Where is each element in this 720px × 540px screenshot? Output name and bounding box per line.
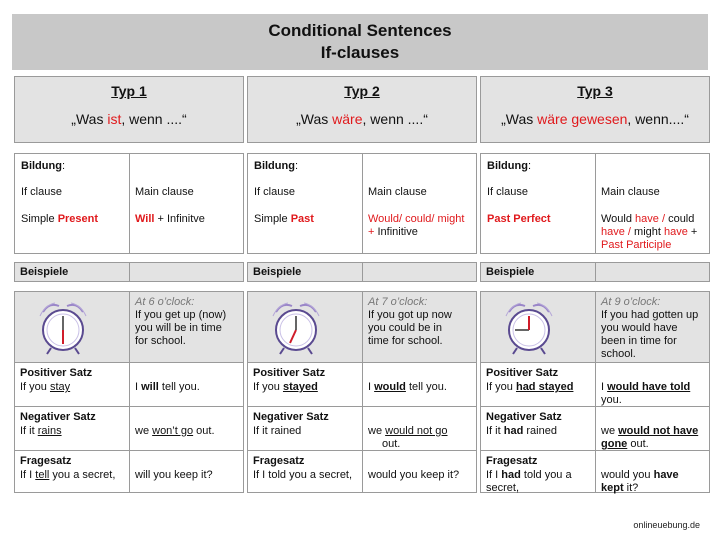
- page-title: Conditional Sentences: [268, 21, 452, 40]
- frage-label: Fragesatz: [486, 455, 538, 467]
- example-line-4: school.: [601, 348, 636, 360]
- frage-main: will you keep it?: [135, 469, 213, 481]
- if-clause-label: If clause: [254, 186, 295, 198]
- if-clause-tense: Simple Past: [254, 213, 314, 225]
- typ-2-examples: [247, 291, 477, 493]
- alarm-clock-icon: [37, 300, 89, 356]
- main-clause-label: Main clause: [135, 186, 194, 198]
- example-line-2: you will be in time: [135, 322, 222, 334]
- typ-1-examples: [14, 291, 244, 493]
- frage-label: Fragesatz: [253, 455, 305, 467]
- example-time: At 7 o’clock:: [368, 296, 428, 308]
- main-clause-label: Main clause: [601, 186, 660, 198]
- alarm-clock-icon: [503, 300, 555, 356]
- typ-2-title: Typ 2: [344, 83, 380, 99]
- example-line-3: for school.: [135, 335, 186, 347]
- bildung-label: Bildung:: [487, 160, 531, 172]
- bildung-label: Bildung:: [254, 160, 298, 172]
- typ-2-header: [247, 76, 477, 143]
- example-line-1: If you get up (now): [135, 309, 227, 321]
- negativ-label: Negativer Satz: [253, 411, 329, 423]
- main-clause-label: Main clause: [368, 186, 427, 198]
- if-clause-label: If clause: [21, 186, 62, 198]
- negativ-main: we won’t go out.: [135, 425, 215, 437]
- main-clause-tense-2: have / might have +: [601, 226, 698, 238]
- negativ-main-cont: out.: [382, 438, 401, 450]
- typ-3-header: [480, 76, 710, 143]
- example-line-3: time for school.: [368, 335, 443, 347]
- example-line-1: If you got up now: [368, 309, 452, 321]
- positiv-if: If you had stayed: [486, 381, 574, 393]
- frage-if-cont: secret,: [486, 482, 520, 494]
- positiv-label: Positiver Satz: [20, 367, 93, 379]
- example-time: At 6 o’clock:: [135, 296, 195, 308]
- main-clause-tense-1: Would/ could/ might: [368, 213, 465, 225]
- example-time: At 9 o’clock:: [601, 296, 661, 308]
- if-clause-label: If clause: [487, 186, 528, 198]
- typ-2-beispiele-bar: [247, 262, 477, 282]
- beispiele-label: Beispiele: [253, 266, 302, 278]
- positiv-main: I will tell you.: [135, 381, 200, 393]
- typ-1-header: [14, 76, 244, 143]
- example-line-3: been in time for: [601, 335, 677, 347]
- typ-2-formula: „Was wäre, wenn ....“: [296, 111, 428, 127]
- negativ-if: If it had rained: [486, 425, 557, 437]
- main-clause-tense-1: Would have / could: [601, 213, 695, 225]
- example-line-2: you could be in: [368, 322, 442, 334]
- frage-main: would you keep it?: [368, 469, 460, 481]
- typ-3-beispiele-bar: [480, 262, 710, 282]
- alarm-clock-icon: [270, 300, 322, 356]
- frage-if: If I tell you a secret,: [20, 469, 116, 481]
- negativ-main: we would not have: [601, 425, 699, 437]
- positiv-if: If you stay: [20, 381, 71, 393]
- main-clause-tense: Will + Infinitve: [135, 213, 205, 225]
- typ-1-title: Typ 1: [111, 83, 147, 99]
- positiv-main: I would have told: [601, 381, 691, 393]
- frage-main-cont: kept it?: [601, 482, 639, 494]
- bildung-label: Bildung:: [21, 160, 65, 172]
- typ-3-formula: „Was wäre gewesen, wenn....“: [501, 111, 689, 127]
- if-clause-tense: Simple Present: [21, 213, 99, 225]
- negativ-label: Negativer Satz: [20, 411, 96, 423]
- page-title-bar: [12, 14, 708, 70]
- typ-1-bildung: [14, 153, 244, 254]
- positiv-if: If you stayed: [253, 381, 318, 393]
- positiv-label: Positiver Satz: [253, 367, 326, 379]
- frage-if: If I had told you a: [486, 469, 572, 481]
- positiv-main: I would tell you.: [368, 381, 447, 393]
- typ-1-beispiele-bar: [14, 262, 244, 282]
- example-line-1: If you had gotten up: [601, 309, 699, 321]
- negativ-main: we would not go: [368, 425, 448, 437]
- page-subtitle: If-clauses: [320, 43, 400, 62]
- frage-main: would you have: [601, 469, 679, 481]
- typ-2-bildung: [247, 153, 477, 254]
- footer-site: onlineuebung.de: [633, 520, 700, 530]
- positiv-label: Positiver Satz: [486, 367, 559, 379]
- main-clause-tense-2: + Infinitive: [368, 226, 418, 238]
- negativ-main-cont: gone out.: [601, 438, 649, 450]
- negativ-if: If it rains: [20, 425, 62, 437]
- typ-3-bildung: [480, 153, 710, 254]
- frage-if: If I told you a secret,: [253, 469, 353, 481]
- typ-3-title: Typ 3: [577, 83, 613, 99]
- beispiele-label: Beispiele: [486, 266, 535, 278]
- beispiele-label: Beispiele: [20, 266, 69, 278]
- negativ-if: If it rained: [253, 425, 302, 437]
- frage-label: Fragesatz: [20, 455, 72, 467]
- main-clause-tense-3: Past Participle: [601, 239, 672, 251]
- if-clause-tense: Past Perfect: [487, 213, 551, 225]
- example-line-2: you would have: [601, 322, 678, 334]
- negativ-label: Negativer Satz: [486, 411, 562, 423]
- typ-1-formula: „Was ist, wenn ....“: [71, 111, 187, 127]
- typ-3-examples: [480, 291, 710, 493]
- positiv-main-cont: you.: [601, 394, 622, 406]
